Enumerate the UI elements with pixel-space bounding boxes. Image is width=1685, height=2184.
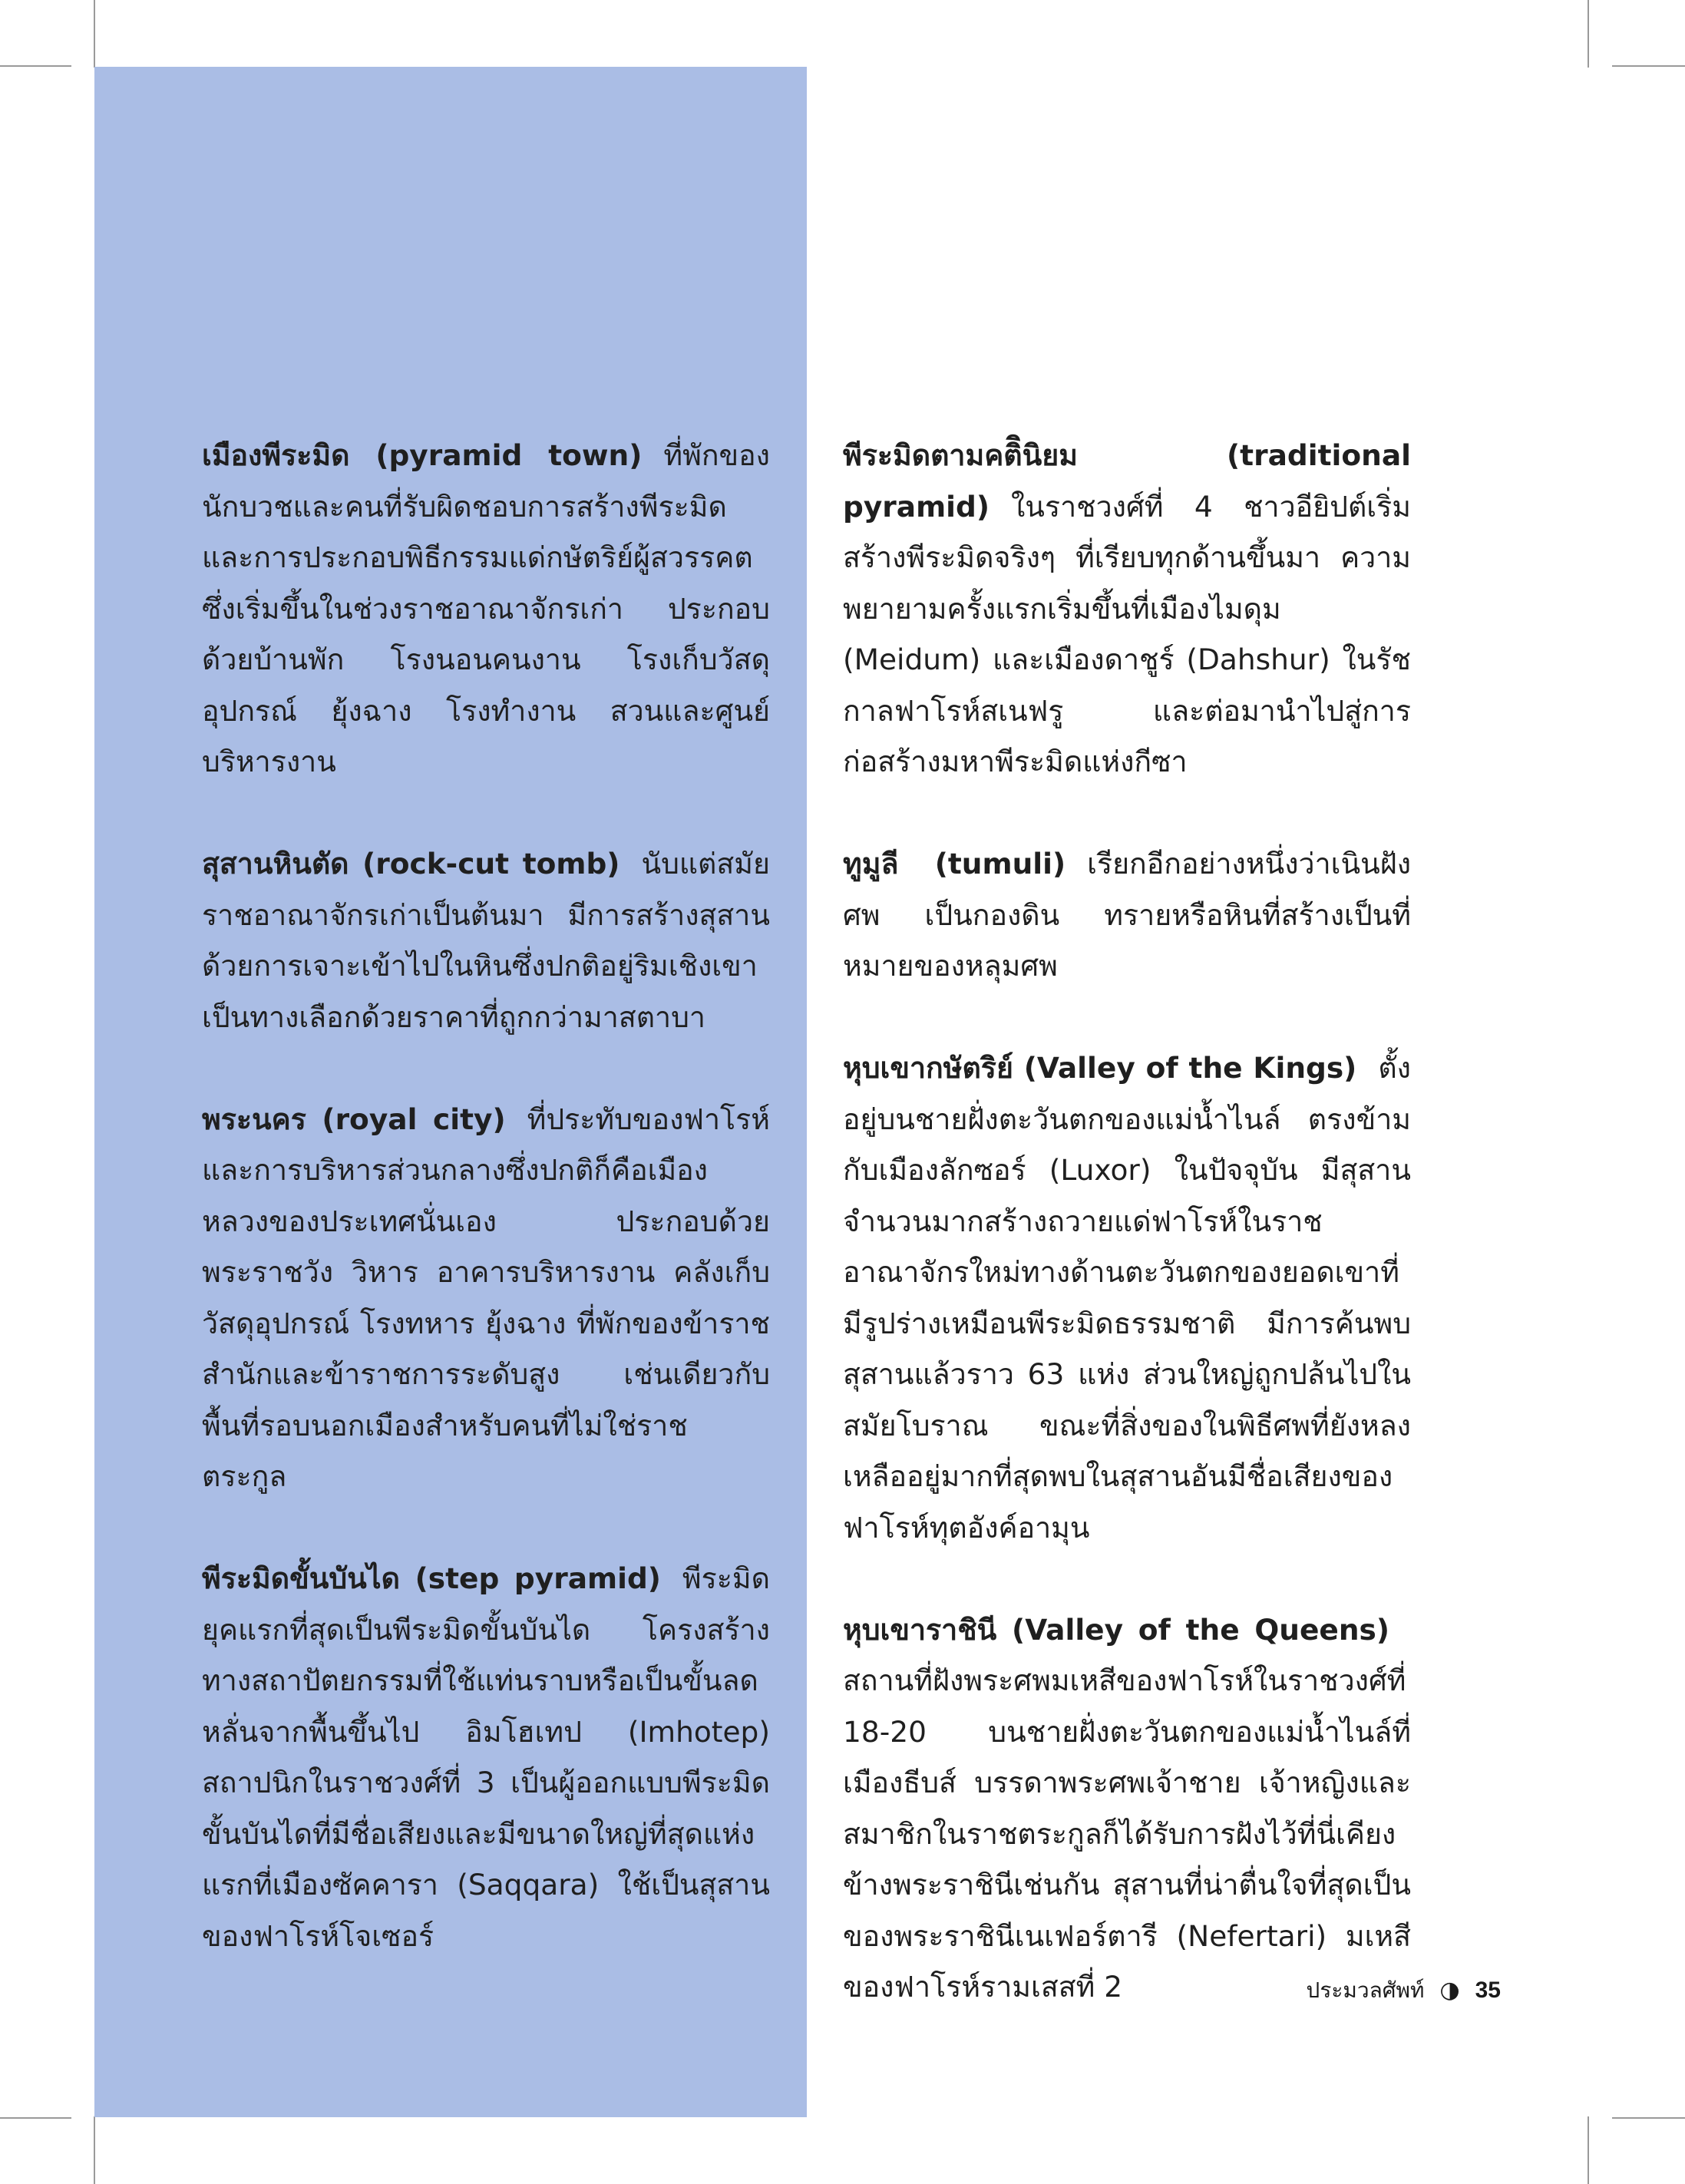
crop-mark bbox=[0, 65, 71, 67]
entry-body: ที่พักของนักบวชและคนที่รับผิดชอบการสร้างพีระมิดและการประกอบพิธีกรรมแด่กษัตริย์ผู้สวรรคต ซึ่งเริ่มขึ้นในช่วงราชอาณาจักรเก่า ประกอบด้วยบ้านพัก โรงนอนคนงาน โรงเก็บวัสดุอุปกรณ์ ยุ้งฉาง โรงทำงาน สวนและศูนย์บริหารงาน bbox=[202, 438, 770, 778]
entry-body: ในราชวงศ์ที่ 4 ชาวอียิปต์เริ่มสร้างพีระมิดจริงๆ ที่เรียบทุกด้านขึ้นมา ความพยายามครั้งแรกเริ่มขึ้นที่เมืองไมดุม (Meidum) และเมืองดาชูร์ (Dahshur) ในรัชกาลฟาโรห์สเนฟรู และต่อมานำไปสู่การก่อสร้างมหาพีระมิดแห่งกีซา bbox=[843, 489, 1411, 778]
right-column bbox=[843, 430, 1411, 2063]
entry-body: สถานที่ฝังพระศพมเหสีของฟาโรห์ในราชวงศ์ที่ 18-20 บนชายฝั่งตะวันตกของแม่น้ำไนล์ที่เมืองธีบส์ บรรดาพระศพเจ้าชาย เจ้าหญิงและสมาชิกในราชตระกูลก็ได้รับการฝังไว้ที่นี่เคียงข้างพระราชินีเช่นกัน สุสานที่น่าตื่นใจที่สุดเป็นของพระราชินีเนเฟอร์ตารี (Nefertari) มเหสีของฟาโรห์รามเสสที่ 2 bbox=[843, 1664, 1411, 2004]
crop-mark bbox=[0, 2117, 71, 2119]
half-circle-icon: ◑ bbox=[1439, 1977, 1460, 2004]
crop-mark bbox=[1588, 2116, 1589, 2184]
page-footer bbox=[1307, 1975, 1501, 2006]
glossary-entry bbox=[843, 430, 1411, 788]
crop-mark bbox=[94, 0, 95, 68]
entry-term: พระนคร (royal city) bbox=[202, 1102, 506, 1136]
glossary-entry bbox=[843, 838, 1411, 992]
entry-term: เมืองพีระมิด (pyramid town) bbox=[202, 438, 643, 472]
entry-term: หุบเขาราชินี (Valley of the Queens) bbox=[843, 1612, 1389, 1647]
crop-mark bbox=[1612, 2117, 1685, 2119]
entry-body: เรียกอีกอย่างหนึ่งว่าเนินฝังศพ เป็นกองดิน ทรายหรือหินที่สร้างเป็นที่หมายของหลุมศพ bbox=[843, 847, 1411, 983]
entry-body: พีระมิดยุคแรกที่สุดเป็นพีระมิดขั้นบันได โครงสร้างทางสถาปัตยกรรมที่ใช้แท่นราบหรือเป็นขั้นลดหลั่นจากพื้นขึ้นไป อิมโฮเทป (Imhotep) สถาปนิกในราชวงศ์ที่ 3 เป็นผู้ออกแบบพีระมิดขั้นบันไดที่มีชื่อเสียงและมีขนาดใหญ่ที่สุดแห่งแรกที่เมืองซัคคารา (Saqqara) ใช้เป็นสุสานของฟาโรห์โจเซอร์ bbox=[202, 1561, 770, 1953]
glossary-entry bbox=[202, 1094, 770, 1502]
crop-mark bbox=[1588, 0, 1589, 68]
glossary-entry bbox=[843, 1604, 1411, 2013]
entry-term: พีระมิดตามคติินิยม (traditional pyramid) bbox=[843, 438, 1411, 524]
glossary-entry bbox=[202, 838, 770, 1042]
left-column bbox=[202, 430, 770, 2013]
entry-term: ทูมูลี (tumuli) bbox=[843, 847, 1066, 881]
crop-mark bbox=[94, 2116, 95, 2184]
crop-mark bbox=[1612, 65, 1685, 67]
entry-body: ที่ประทับของฟาโรห์และการบริหารส่วนกลางซึ่งปกติก็คือเมืองหลวงของประเทศนั่นเอง ประกอบด้วยพระราชวัง วิหาร อาคารบริหารงาน คลังเก็บวัสดุอุปกรณ์ โรงทหาร ยุ้งฉาง ที่พักของข้าราชสำนักและข้าราชการระดับสูง เช่นเดียวกับพื้นที่รอบนอกเมืองสำหรับคนที่ไม่ใช่ราชตระกูล bbox=[202, 1102, 770, 1493]
entry-term: หุบเขากษัตริย์ (Valley of the Kings) bbox=[843, 1051, 1357, 1085]
glossary-entry bbox=[202, 430, 770, 788]
glossary-entry bbox=[843, 1042, 1411, 1553]
footer-title: ประมวลศัพท์ bbox=[1306, 1977, 1425, 2003]
page-number: 35 bbox=[1475, 1977, 1501, 2003]
entry-body: ตั้งอยู่บนชายฝั่งตะวันตกของแม่น้ำไนล์ ตรงข้ามกับเมืองลักซอร์ (Luxor) ในปัจจุบัน มีสุสานจำนวนมากสร้างถวายแด่ฟาโรห์ในราชอาณาจักรใหม่ทางด้านตะวันตกของยอดเขาที่มีรูปร่างเหมือนพีระมิดธรรมชาติ มีการค้นพบสุสานแล้วราว 63 แห่ง ส่วนใหญ่ถูกปล้นไปในสมัยโบราณ ขณะที่สิ่งของในพิธีศพที่ยังหลงเหลืออยู่มากที่สุดพบในสุสานอันมีชื่อเสียงของฟาโรห์ทุตอังค์อามุน bbox=[843, 1051, 1411, 1545]
entry-term: สุสานหินตัด (rock-cut tomb) bbox=[202, 847, 620, 881]
entry-term: พีระมิดขั้นบันได (step pyramid) bbox=[202, 1561, 661, 1595]
glossary-entry bbox=[202, 1553, 770, 1961]
entry-body: นับแต่สมัยราชอาณาจักรเก่าเป็นต้นมา มีการสร้างสุสานด้วยการเจาะเข้าไปในหินซึ่งปกติอยู่ริมเชิงเขา เป็นทางเลือกด้วยราคาที่ถูกกว่ามาสตาบา bbox=[202, 847, 770, 1034]
